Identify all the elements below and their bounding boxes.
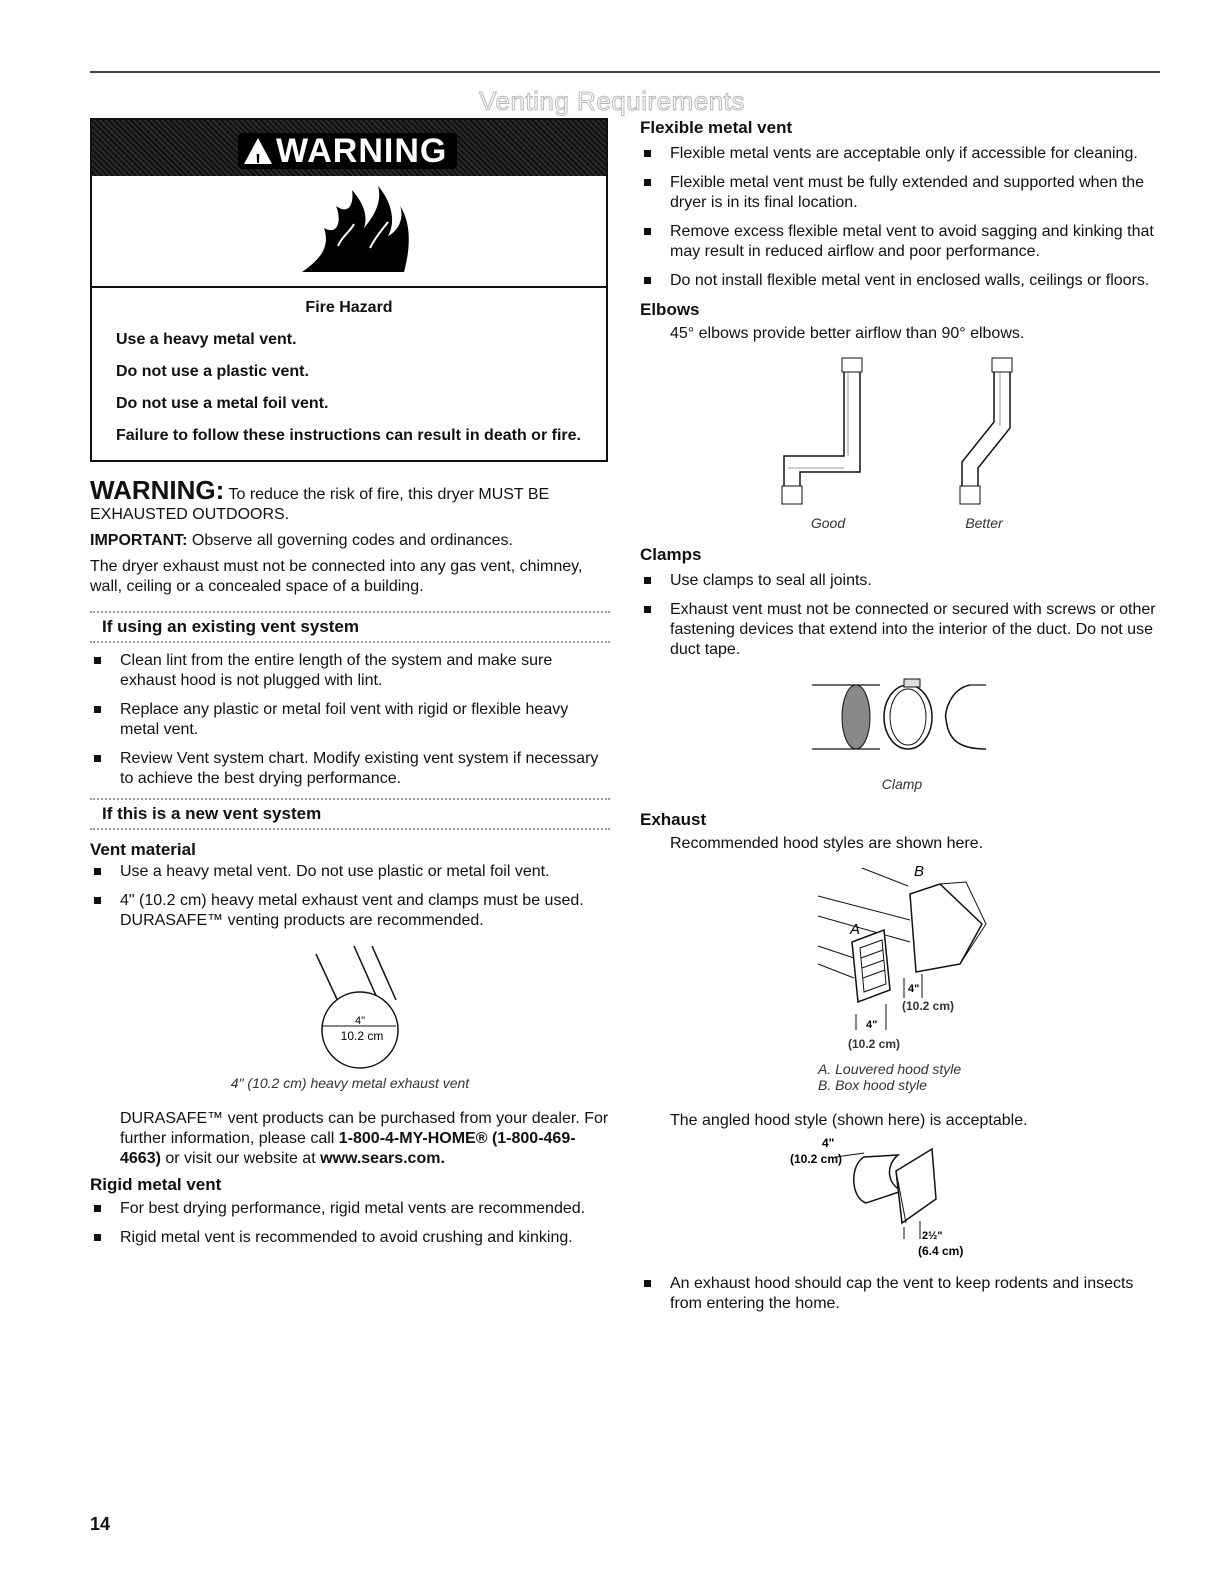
fire-icon	[92, 176, 606, 286]
vent-material-heading: Vent material	[90, 840, 196, 859]
warning-statement	[90, 475, 610, 525]
angled-dim2-inches: 2½"	[922, 1230, 943, 1242]
warning-banner	[92, 120, 606, 176]
clamps-heading: Clamps	[640, 545, 702, 564]
purchase-text-2: or visit our website at	[160, 1150, 321, 1167]
pipe-dimension-cm: 10.2 cm	[340, 1029, 384, 1043]
box-dim-cm: (10.2 cm)	[902, 999, 955, 1013]
list-item: For best drying performance, rigid metal vents are recommended.	[90, 1199, 610, 1219]
page-title: Venting Requirements	[479, 86, 745, 116]
hood-caption-b: B. Box hood style	[818, 1077, 927, 1093]
exhaust-note: The dryer exhaust must not be connected into any gas vent, chimney, wall, ceiling or a concealed space of a building.	[90, 558, 583, 595]
list-item: Rigid metal vent is recommended to avoid crushing and kinking.	[90, 1228, 610, 1248]
list-item: Flexible metal vents are acceptable only if accessible for cleaning.	[640, 144, 1164, 164]
important-note	[90, 531, 610, 551]
left-column	[90, 118, 610, 1257]
vent-pipe-caption: 4" (10.2 cm) heavy metal exhaust vent	[230, 1075, 470, 1091]
warning-label	[238, 133, 457, 169]
exhaust-heading: Exhaust	[640, 810, 707, 829]
durasafe-paragraph	[90, 1109, 610, 1169]
warning-line: Do not use a plastic vent.	[116, 363, 309, 380]
elbows-text: 45° elbows provide better airflow than 90° elbows.	[670, 325, 1025, 342]
angled-hood-text: The angled hood style (shown here) is acceptable.	[670, 1112, 1028, 1129]
warning-triangle-icon	[244, 138, 272, 164]
warning-line: Do not use a metal foil vent.	[116, 395, 329, 412]
rigid-vent-list	[90, 1199, 610, 1248]
new-system-heading: If this is a new vent system	[90, 798, 610, 830]
right-column	[640, 118, 1164, 1323]
warning-text: To reduce the risk of fire, this dryer MUST BE EXHAUSTED OUTDOORS.	[90, 486, 550, 523]
box-dim-inches: 4"	[908, 983, 920, 995]
louver-dim-inches: 4"	[866, 1019, 878, 1031]
warning-line: Failure to follow these instructions can result in death or fire.	[116, 427, 581, 444]
exhaust-text: Recommended hood styles are shown here.	[670, 835, 984, 852]
important-prefix: IMPORTANT:	[90, 532, 188, 549]
label-a: A	[850, 921, 861, 938]
angled-hood-figure	[640, 1131, 1164, 1261]
list-item: Remove excess flexible metal vent to avoid sagging and kinking that may result in reduced airflow and poor performance.	[640, 222, 1164, 262]
vent-pipe-figure	[90, 940, 610, 1070]
angled-dim-cm: (10.2 cm)	[790, 1152, 843, 1166]
list-item: An exhaust hood should cap the vent to keep rodents and insects from entering the home.	[640, 1274, 1164, 1314]
warning-body	[92, 288, 606, 460]
better-label: Better	[965, 515, 1003, 531]
list-item: Flexible metal vent must be fully extended and supported when the dryer is in its final location.	[640, 173, 1164, 213]
vent-material-list	[90, 862, 610, 931]
elbows-figure	[640, 344, 1164, 534]
rigid-vent-heading: Rigid metal vent	[90, 1175, 222, 1194]
pipe-dimension-inches: 4"	[354, 1015, 366, 1027]
warning-prefix: WARNING:	[90, 475, 225, 505]
phone-number: 1-800-4-MY-HOME® (1-800-469-4663)	[120, 1130, 576, 1167]
clamp-caption: Clamp	[881, 776, 923, 792]
angled-dim-inches: 4"	[822, 1136, 835, 1150]
list-item: Use clamps to seal all joints.	[640, 571, 1164, 591]
flexible-vent-heading: Flexible metal vent	[640, 118, 793, 137]
list-item: Review Vent system chart. Modify existing vent system if necessary to achieve the best drying performance.	[90, 749, 610, 789]
existing-system-heading: If using an existing vent system	[90, 611, 610, 643]
warning-label-text: WARNING	[276, 132, 448, 170]
list-item: Do not install flexible metal vent in enclosed walls, ceilings or floors.	[640, 271, 1164, 291]
list-item: Clean lint from the entire length of the system and make sure exhaust hood is not plugged with lint.	[90, 651, 610, 691]
fire-panel	[92, 176, 606, 288]
clamps-list	[640, 571, 1164, 660]
list-item: Exhaust vent must not be connected or secured with screws or other fastening devices that extend into the interior of the duct. Do not use duct tape.	[640, 600, 1164, 660]
clamp-figure	[640, 669, 1164, 769]
exhaust-list	[640, 1274, 1164, 1314]
top-rule	[90, 71, 1160, 73]
list-item: Use a heavy metal vent. Do not use plastic or metal foil vent.	[90, 862, 610, 882]
label-b: B	[914, 863, 925, 880]
hood-styles-figure	[640, 854, 1164, 1054]
page-number: 14	[90, 1514, 111, 1534]
warning-box	[90, 118, 608, 462]
hazard-title: Fire Hazard	[305, 299, 393, 316]
existing-system-list	[90, 651, 610, 789]
purchase-text: DURASAFE™ vent products can be purchased from your dealer. For further information, please call	[120, 1110, 609, 1147]
angled-dim2-cm: (6.4 cm)	[918, 1244, 964, 1258]
elbows-heading: Elbows	[640, 300, 700, 319]
important-text: Observe all governing codes and ordinances.	[187, 532, 513, 549]
louver-dim-cm: (10.2 cm)	[848, 1037, 901, 1051]
warning-line: Use a heavy metal vent.	[116, 331, 297, 348]
list-item: Replace any plastic or metal foil vent with rigid or flexible heavy metal vent.	[90, 700, 610, 740]
flexible-vent-list	[640, 144, 1164, 291]
website-link[interactable]: www.sears.com.	[320, 1150, 445, 1167]
hood-caption-a: A. Louvered hood style	[818, 1061, 962, 1077]
list-item: 4" (10.2 cm) heavy metal exhaust vent and clamps must be used. DURASAFE™ venting products are recommended.	[90, 891, 610, 931]
good-label: Good	[810, 515, 846, 531]
